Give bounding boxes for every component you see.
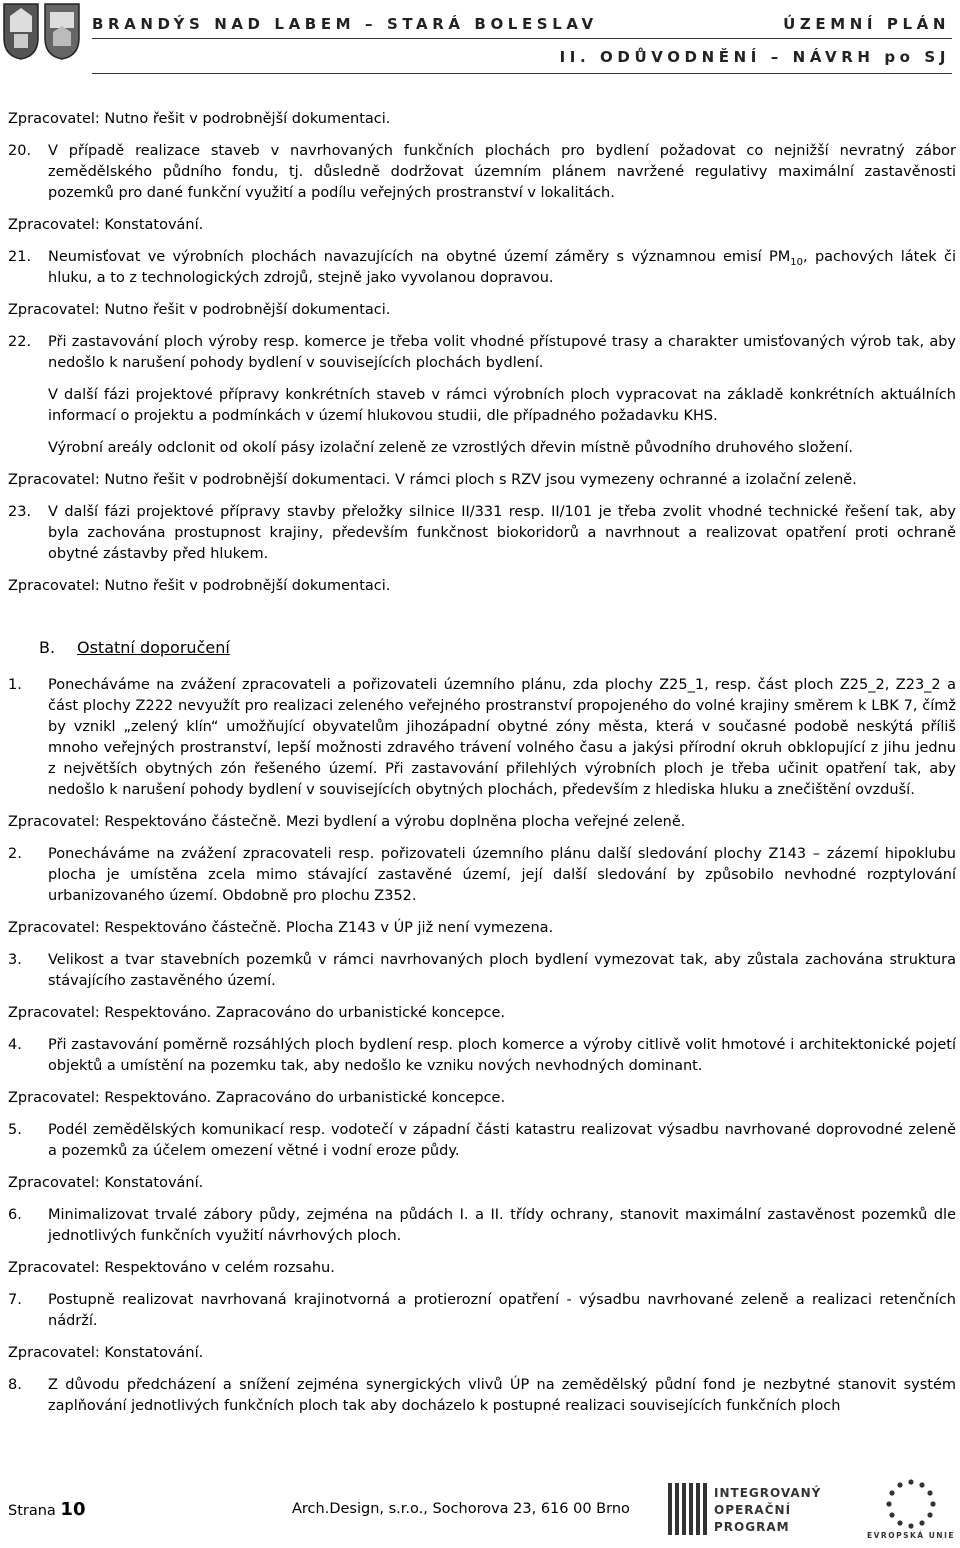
header-subtitle: II. ODŮVODNĚNÍ – NÁVRH po SJ bbox=[559, 48, 950, 66]
item-number: 3. bbox=[8, 952, 22, 968]
processor-note: Zpracovatel: Konstatování. bbox=[8, 1175, 204, 1191]
list-item bbox=[8, 1375, 956, 1417]
list-item bbox=[8, 1205, 956, 1247]
processor-note: Zpracovatel: Respektováno částečně. Mezi bydlení a výrobu doplněna plocha veřejné zeleně. bbox=[8, 814, 686, 830]
item-text-part: , pachových látek či hluku, a to z technologických zdrojů, stejně jako vyvolanou dopravou. bbox=[48, 249, 956, 286]
eu-label: EVROPSKÁ UNIE bbox=[867, 1531, 955, 1540]
list-item bbox=[8, 332, 956, 459]
processor-note: Zpracovatel: Nutno řešit v podrobnější dokumentaci. bbox=[8, 578, 391, 594]
iop-line-3: PROGRAM bbox=[714, 1520, 790, 1534]
header-town-title: BRANDÝS NAD LABEM – STARÁ BOLESLAV bbox=[92, 15, 598, 33]
list-item bbox=[8, 675, 956, 801]
iop-line-2: OPERAČNÍ bbox=[714, 1503, 792, 1517]
processor-note: Zpracovatel: Respektováno částečně. Plocha Z143 v ÚP již není vymezena. bbox=[8, 920, 554, 936]
processor-note: Zpracovatel: Nutno řešit v podrobnější dokumentaci. bbox=[8, 302, 391, 318]
item-number: 20. bbox=[8, 143, 32, 159]
item-text: Při zastavování ploch výroby resp. komerce je třeba volit vhodné přístupové trasy a charakter umisťovaných výrob tak, aby nedošlo k narušení pohody bydlení v souvisejících plochách bydlení. bbox=[48, 334, 956, 371]
item-text: Z důvodu předcházení a snížení zejména synergických vlivů ÚP na zemědělský půdní fond je nezbytné stanovit systém zaplňování jednotlivých funkčních ploch tak aby docházelo k postupné realizaci souvisejících funkčních ploch bbox=[48, 1377, 956, 1414]
item-number: 2. bbox=[8, 846, 22, 862]
integrovany-operacni-program-logo bbox=[668, 1481, 828, 1537]
item-text: V další fázi projektové přípravy konkrétních staveb v rámci výrobních ploch vypracovat na základě konkrétních aktuálních informací o projektu a podmínkách v území hlukovou studii, dle případného požadavku KHS. bbox=[48, 387, 956, 424]
item-text-part: Neumisťovat ve výrobních plochách navazujících na obytné území záměry s významnou emisí PM bbox=[48, 249, 791, 265]
header-plan-title: ÚZEMNÍ PLÁN bbox=[783, 15, 950, 33]
page-header bbox=[0, 0, 960, 78]
list-item bbox=[8, 1035, 956, 1077]
item-number: 7. bbox=[8, 1292, 22, 1308]
list-item bbox=[8, 950, 956, 992]
coat-of-arms-brandys-icon bbox=[2, 2, 40, 60]
list-item bbox=[8, 1120, 956, 1162]
item-text: Ponecháváme na zvážení zpracovateli resp. pořizovateli územního plánu další sledování plochy Z143 – zázemí hipoklubu plocha je umístěna zcela mimo stávající zastavěné území, její další sledování by způsobilo nevhodné rozptylování urbanizovaného území. Obdobně pro plochu Z352. bbox=[48, 846, 956, 904]
item-text: V případě realizace staveb v navrhovaných funkčních plochách pro bydlení požadovat co nejnižší nevratný zábor zemědělského půdního fondu, tj. důsledně dodržovat územním plánem navržené regulativy maximální zastavěnosti pozemků pro dané funkční využití a podílu veřejných prostranství v lokalitách. bbox=[48, 143, 956, 201]
section-letter: B. bbox=[39, 638, 56, 657]
item-number: 1. bbox=[8, 677, 22, 693]
page-number bbox=[8, 1499, 85, 1522]
item-number: 6. bbox=[8, 1207, 22, 1223]
page-number-value: 10 bbox=[60, 1499, 86, 1520]
footer-address: Arch.Design, s.r.o., Sochorova 23, 616 00 Brno bbox=[292, 1501, 630, 1517]
coat-of-arms-boleslav-icon bbox=[43, 2, 81, 60]
item-number: 4. bbox=[8, 1037, 22, 1053]
item-number: 22. bbox=[8, 334, 32, 350]
item-number: 5. bbox=[8, 1122, 22, 1138]
item-text: Velikost a tvar stavebních pozemků v rámci navrhovaných ploch bydlení vymezovat tak, aby zůstala zachována struktura stávajícího zastavěného území. bbox=[48, 952, 956, 989]
item-number: 21. bbox=[8, 249, 32, 265]
section-title: Ostatní doporučení bbox=[77, 638, 230, 657]
item-text: Postupně realizovat navrhovaná krajinotvorná a protierozní opatření - výsadbu navrhované zeleně a realizaci retenčních nádrží. bbox=[48, 1292, 956, 1329]
item-text bbox=[48, 247, 956, 289]
item-number: 23. bbox=[8, 504, 32, 520]
list-item bbox=[8, 1290, 956, 1332]
processor-note: Zpracovatel: Respektováno. Zapracováno do urbanistické koncepce. bbox=[8, 1090, 506, 1106]
list-item bbox=[8, 502, 956, 565]
item-text: Při zastavování poměrně rozsáhlých ploch bydlení resp. ploch komerce a výroby citlivě volit hmotové i architektonické pojetí objektů a umístění na pozemku tak, aby nedošlo ke vzniku nových nevhodných dominant. bbox=[48, 1037, 956, 1074]
list-item bbox=[8, 844, 956, 907]
subscript: 10 bbox=[790, 256, 803, 268]
list-item bbox=[8, 141, 956, 204]
page-label: Strana bbox=[8, 1503, 56, 1519]
item-text: Výrobní areály odclonit od okolí pásy izolační zeleně ze vzrostlých dřevin místně původního druhového složení. bbox=[48, 440, 854, 456]
iop-line-1: INTEGROVANÝ bbox=[714, 1486, 822, 1500]
processor-note: Zpracovatel: Nutno řešit v podrobnější dokumentaci. V rámci ploch s RZV jsou vymezeny ochranné a izolační zeleně. bbox=[8, 472, 857, 488]
processor-note: Zpracovatel: Konstatování. bbox=[8, 1345, 204, 1361]
list-item bbox=[8, 247, 956, 289]
document-body bbox=[8, 109, 956, 1428]
processor-note: Zpracovatel: Nutno řešit v podrobnější dokumentaci. bbox=[8, 111, 391, 127]
header-divider bbox=[92, 38, 952, 39]
item-text: Ponecháváme na zvážení zpracovateli a pořizovateli územního plánu, zda plochy Z25_1, resp. část ploch Z25_2, Z23_2 a část plochy Z222 nevyužít pro realizaci zeleného veřejného prostranství propojeného do volné krajiny směrem k LBK 7, čímž by vznikl „zelený klín“ umožňující obyvatelům jihozápadní obytné zóny města, která v současné podobě neskýtá příliš mnoho veřejných prostranství, lepší možnosti zdravého trávení volného času a jakýsi přírodní okruh obklopující z jihu jednu z největších obytných zón řešeného území. Při zastavování přilehlých výrobních ploch je třeba učinit opatření tak, aby nedošlo k narušení pohody bydlení v souvisejících obytných plochách, především z hlediska hluku a znečištění ovzduší. bbox=[48, 677, 956, 798]
item-text: V další fázi projektové přípravy stavby přeložky silnice II/331 resp. II/101 je třeba zvolit vhodné technické řešení tak, aby byla zachována prostupnost krajiny, především funkčnost biokoridorů a navrhnout a realizovat opatření proti ochraně obytné zástavby před hlukem. bbox=[48, 504, 956, 562]
page-footer bbox=[0, 1470, 960, 1548]
section-heading bbox=[39, 637, 956, 658]
processor-note: Zpracovatel: Respektováno. Zapracováno do urbanistické koncepce. bbox=[8, 1005, 506, 1021]
header-bottom-divider bbox=[92, 73, 952, 74]
item-number: 8. bbox=[8, 1377, 22, 1393]
item-text: Podél zemědělských komunikací resp. vodotečí v západní části katastru realizovat výsadbu navrhované doprovodné zeleně a pozemků za účelem omezení větné i vodní eroze půdy. bbox=[48, 1122, 956, 1159]
processor-note: Zpracovatel: Respektováno v celém rozsahu. bbox=[8, 1260, 335, 1276]
item-text: Minimalizovat trvalé zábory půdy, zejména na půdách I. a II. třídy ochrany, stanovit maximální zastavěnost pozemků dle jednotlivých funkčních využití návrhových ploch. bbox=[48, 1207, 956, 1244]
processor-note: Zpracovatel: Konstatování. bbox=[8, 217, 204, 233]
eu-flag-logo bbox=[866, 1476, 956, 1540]
